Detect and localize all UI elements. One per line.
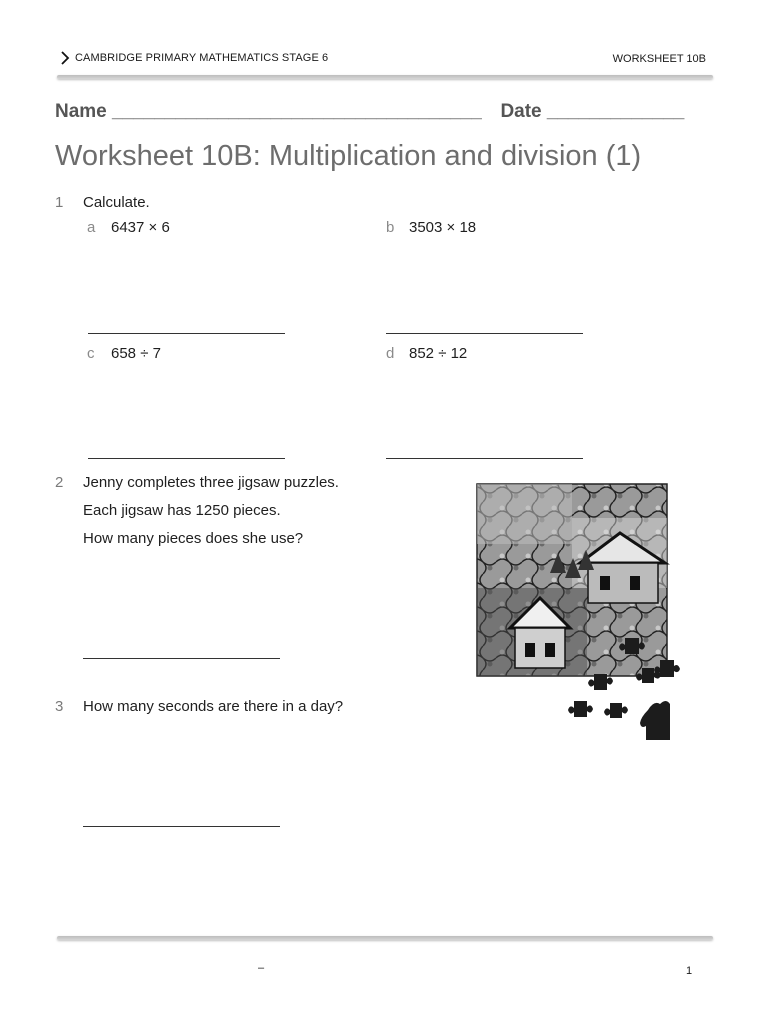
part-d-expression: 852 ÷ 12 (409, 345, 468, 362)
footer-dash: – (258, 962, 265, 974)
answer-line-q3[interactable] (83, 826, 280, 827)
part-c-letter: c (87, 345, 95, 362)
question-2-line-3: How many pieces does she use? (83, 530, 304, 547)
header-divider (57, 75, 713, 79)
answer-line-d[interactable] (386, 458, 583, 459)
question-3-text: How many seconds are there in a day? (83, 698, 344, 715)
question-number-2: 2 (55, 474, 64, 491)
name-date-row (55, 101, 684, 123)
question-2-line-1: Jenny completes three jigsaw puzzles. (83, 474, 339, 491)
question-number-1: 1 (55, 194, 64, 211)
chevron-right-icon (60, 51, 70, 65)
part-c-expression: 658 ÷ 7 (111, 345, 161, 362)
part-a-expression: 6437 × 6 (111, 219, 170, 236)
answer-line-q2[interactable] (83, 658, 280, 659)
part-b-expression: 3503 × 18 (409, 219, 477, 236)
part-a-letter: a (87, 219, 96, 236)
answer-line-b[interactable] (386, 333, 583, 334)
part-d-letter: d (386, 345, 395, 362)
name-blank[interactable]: ___________________________________ (112, 101, 482, 122)
date-blank[interactable]: _____________ (546, 101, 685, 122)
page-number: 1 (686, 965, 693, 977)
question-2-line-2: Each jigsaw has 1250 pieces. (83, 502, 281, 519)
worksheet-code: WORKSHEET 10B (612, 53, 706, 65)
series-title: CAMBRIDGE PRIMARY MATHEMATICS STAGE 6 (75, 52, 329, 64)
name-label: Name (55, 101, 107, 122)
question-1-prompt: Calculate. (83, 194, 150, 211)
jigsaw-puzzle-illustration (470, 478, 690, 750)
header-series (60, 51, 328, 65)
answer-line-c[interactable] (88, 458, 285, 459)
answer-line-a[interactable] (88, 333, 285, 334)
footer-divider (57, 936, 713, 940)
page-title: Worksheet 10B: Multiplication and division (1) (55, 140, 642, 172)
part-b-letter: b (386, 219, 395, 236)
question-number-3: 3 (55, 698, 64, 715)
date-label: Date (500, 101, 542, 122)
